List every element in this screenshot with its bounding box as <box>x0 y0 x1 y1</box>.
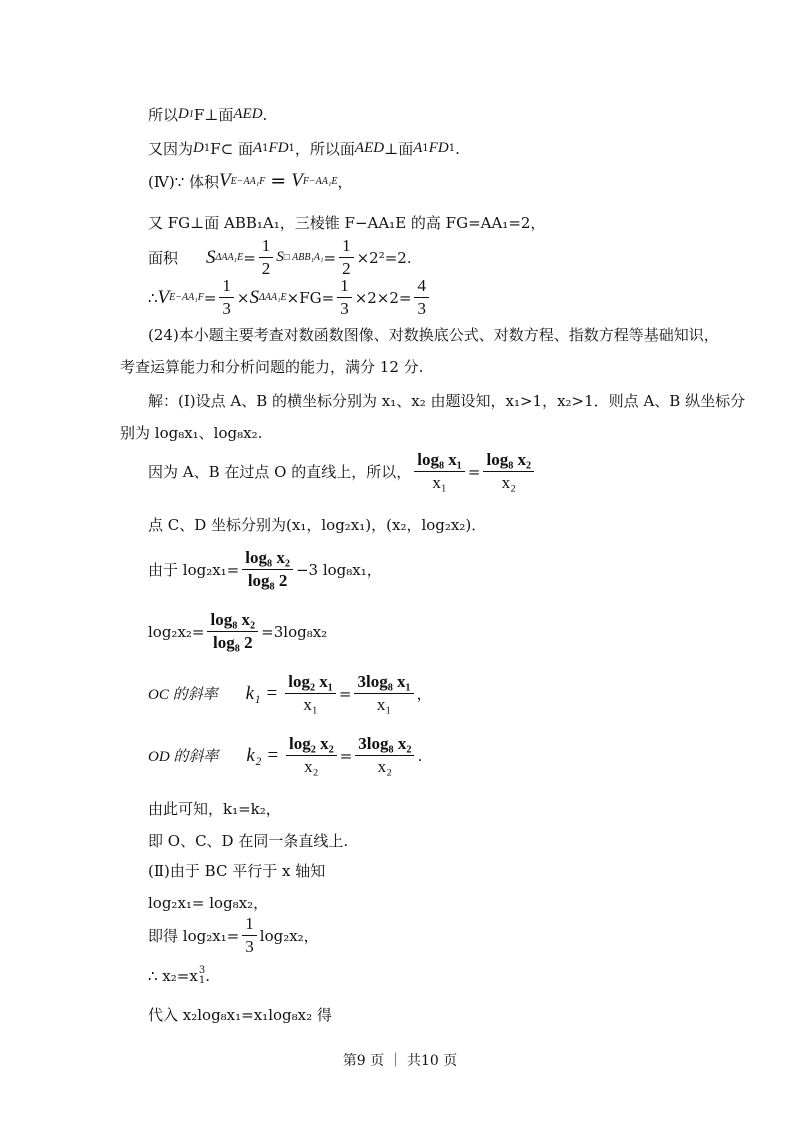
text-line: 又 FG⊥面 ABB₁A₁，三棱锥 F−AA₁E 的高 FG=AA₁=2， <box>148 214 546 232</box>
fraction: $\frac{\text{log₈ x₂}}{\text{x₂}}$ <box>483 450 534 493</box>
text-line: 又因为 D 1 F⊂ 面 A 1 FD 1 ，所以面 AED ⊥面 A 1 FD 1 . <box>148 139 460 158</box>
fraction: $\frac{1}{3}$ <box>242 914 257 957</box>
text-line: 点 C、D 坐标分别为(x₁，log₂x₁)，(x₂，log₂x₂)． <box>148 516 487 534</box>
fraction: $\frac{1}{3}$ <box>219 276 234 319</box>
page-footer: 第9 页 ｜ 共10 页 <box>342 1053 458 1069</box>
text-line: (24)本小题主要考查对数函数图像、对数换底公式、对数方程、指数方程等基础知识， <box>148 326 719 344</box>
text-line: 别为 log₈x₁、log₈x₂. <box>120 424 263 442</box>
fraction: $\frac{1}{3}$ <box>337 276 352 319</box>
text-line: 所以 D 1 F⊥面 AED . <box>148 105 268 124</box>
text-line: 代入 x₂log₈x₁=x₁log₈x₂ 得 <box>148 1006 332 1024</box>
fraction: $\frac{\text{log₈ x₂}}{\text{log₈ 2}}$ <box>242 548 293 591</box>
text-line: (Ⅱ)由于 BC 平行于 x 轴知 <box>148 862 326 880</box>
text-line: (Ⅳ)∵ 体积 V E−AA₁F = V F−AA₁E ， <box>148 170 353 192</box>
text-line: 由此可知，k₁=k₂， <box>148 800 281 818</box>
math-line: OD 的斜率 k₂ = $\frac{\text{log₂ x₂}}{\text{x₂}}$ = $\frac{\text{3log₈ x₂}}{\text{x₂}}$ . <box>148 734 423 776</box>
math-line: 面积 S ΔAA₁E = $\frac{1}{2}$ S □ ABB₁A₁ = $\frac{1}{2}$ ×2²=2. <box>148 236 412 278</box>
fraction: $\frac{\text{3log₈ x₁}}{\text{x₁}}$ <box>354 672 413 715</box>
fraction: $\frac{\text{log₂ x₁}}{\text{x₁}}$ <box>285 672 336 715</box>
math-line: 因为 A、B 在过点 O 的直线上，所以， $\frac{\text{log₈ x₁}}{\text{x₁}}$ = $\frac{\text{log₈ x₂}}{\text{x₂}}$ <box>148 450 537 493</box>
fraction: $\frac{1}{2}$ <box>259 236 274 279</box>
math-line: OC 的斜率 k₁ = $\frac{\text{log₂ x₁}}{\text{x₁}}$ = $\frac{\text{3log₈ x₁}}{\text{x₁}}$ ， <box>148 672 432 714</box>
fraction: $\frac{4}{3}$ <box>414 276 429 319</box>
text-line: 即 O、C、D 在同一条直线上. <box>148 832 349 850</box>
math-line: ∴ V E−AA₁F = $\frac{1}{3}$ × S ΔAA₁E ×FG= $\frac{1}{3}$ ×2×2= $\frac{4}{3}$ <box>148 276 432 319</box>
math-line: 由于 log₂x₁= $\frac{\text{log₈ x₂}}{\text{log₈ 2}}$ −3 log₈x₁， <box>148 548 382 590</box>
text-line: log₂x₁= log₈x₂， <box>148 894 269 912</box>
fraction: $\frac{\text{log₂ x₂}}{\text{x₂}}$ <box>286 734 337 777</box>
text-line: 考查运算能力和分析问题的能力，满分 12 分. <box>120 358 424 376</box>
fraction: $\frac{\text{log₈ x₁}}{\text{x₁}}$ <box>414 450 465 493</box>
math-line: 即得 log₂x₁= $\frac{1}{3}$ log₂x₂， <box>148 914 319 956</box>
math-line: ∴ x₂=x 3 1 . <box>148 965 210 986</box>
fraction: $\frac{\text{log₈ x₂}}{\text{log₈ 2}}$ <box>207 610 258 653</box>
text-line: 解：(Ⅰ)设点 A、B 的横坐标分别为 x₁、x₂ 由题设知，x₁>1，x₂>1．则点 A、B 纵坐标分 <box>148 392 746 410</box>
fraction: $\frac{1}{2}$ <box>339 236 354 279</box>
math-line: log₂x₂= $\frac{\text{log₈ x₂}}{\text{log₈ 2}}$ =3log₈x₂ <box>148 610 328 652</box>
fraction: $\frac{\text{3log₈ x₂}}{\text{x₂}}$ <box>355 734 414 777</box>
